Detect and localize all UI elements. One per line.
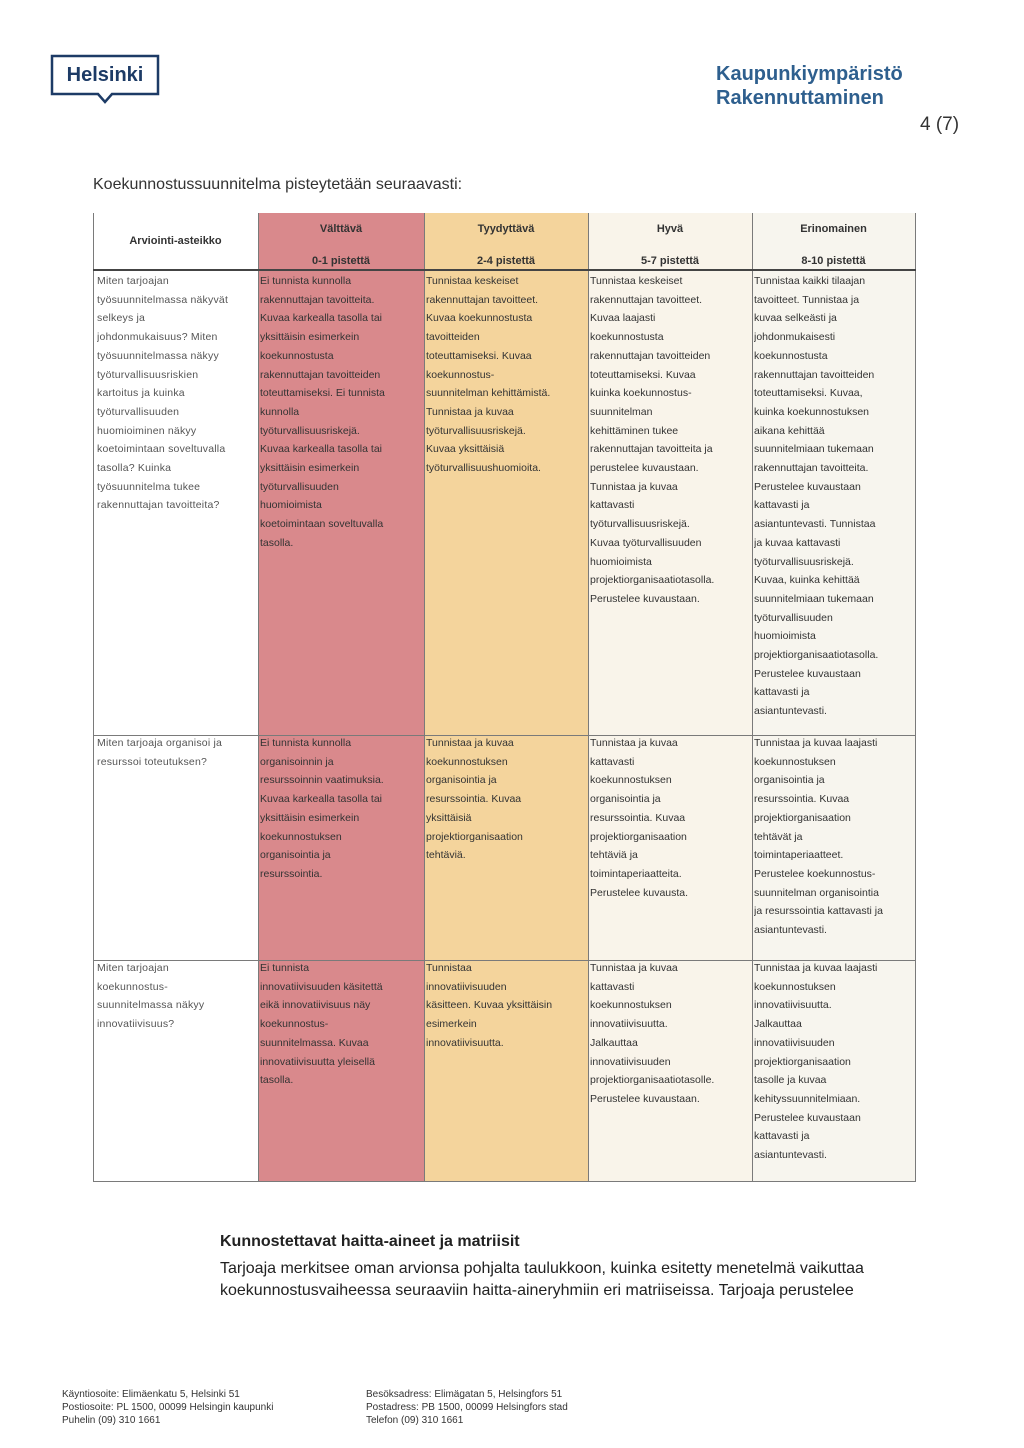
grid-line xyxy=(93,213,94,1182)
criterion-question: Miten tarjoaja organisoi ja resurssoi toteutuksen? xyxy=(97,737,223,768)
criterion-cell-hyva: Tunnistaa ja kuvaa kattavasti koekunnostuksen organisointia ja resurssointia. Kuvaa projektiorganisaation tehtäviä ja toimintaperiaatteita. Perustelee kuvausta. xyxy=(590,737,689,899)
criterion-cell-valttava: Ei tunnista innovatiivisuuden käsitettä eikä innovatiivisuus näy koekunnostus- suunnitelmassa. Kuvaa innovatiivisuutta yleisellä tasolla. xyxy=(260,962,383,1087)
column-header-points: 2-4 pistettä xyxy=(476,255,536,267)
footer-address-sv: Besöksadress: Elimägatan 5, Helsingfors 51 Postadress: PB 1500, 00099 Helsingfors stad Telefon (09) 310 1661 xyxy=(366,1389,568,1426)
criterion-cell-tyydyttava: Tunnistaa ja kuvaa koekunnostuksen organisointia ja resurssointia. Kuvaa yksittäisiä projektiorganisaation tehtäviä. xyxy=(426,737,523,862)
section-heading: Kunnostettavat haitta-aineet ja matriisit xyxy=(220,1233,520,1250)
column-header-label: Erinomainen xyxy=(800,223,867,235)
page-number: 4 (7) xyxy=(920,114,960,135)
criterion-cell-erinomainen: Tunnistaa ja kuvaa laajasti koekunnostuksen organisointia ja resurssointia. Kuvaa projektiorganisaation tehtävät ja toimintaperiaatteet. Perustelee koekunnostus- suunnitelman organisointia ja resurssointia kattavasti ja asiantuntevasti. xyxy=(754,737,883,937)
grid-line xyxy=(588,213,589,1182)
column-header-label: Välttävä xyxy=(319,223,363,235)
criterion-cell-erinomainen: Tunnistaa ja kuvaa laajasti koekunnostuksen innovatiivisuutta. Jalkauttaa innovatiivisuuden projektiorganisaation tasolle ja kuvaa kehityssuunnitelmiaan. Perustelee kuvaustaan kattavasti ja asiantuntevasti. xyxy=(754,962,878,1162)
criterion-question: Miten tarjoajan koekunnostus- suunnitelmassa näkyy innovatiivisuus? xyxy=(97,962,205,1031)
grid-line xyxy=(93,1181,916,1182)
grid-line xyxy=(258,213,259,1182)
row-header-title: Arviointi-asteikko xyxy=(129,235,222,247)
department-line-1: Kaupunkiympäristö xyxy=(716,63,903,85)
criterion-cell-hyva: Tunnistaa keskeiset rakennuttajan tavoitteet. Kuvaa laajasti koekunnostusta rakennuttajan tavoitteiden toteuttamiseksi. Kuvaa kuinka koekunnostus- suunnitelman kehittäminen tukee rakennuttajan tavoitteita ja perustelee kuvaustaan. Tunnistaa ja kuvaa kattavasti työturvallisuusriskejä. Kuvaa työturvallisuuden huomioimista projektiorganisaatiotasolla. Perustelee kuvaustaan. xyxy=(590,275,715,605)
grid-line xyxy=(915,213,916,1182)
column-header-points: 8-10 pistettä xyxy=(801,255,866,267)
column-header-points: 0-1 pistettä xyxy=(311,255,371,267)
helsinki-logo xyxy=(50,54,160,106)
department-line-2: Rakennuttaminen xyxy=(716,87,884,109)
scoring-table xyxy=(93,213,919,1183)
column-header-label: Hyvä xyxy=(656,223,684,235)
grid-line xyxy=(752,213,753,1182)
department-heading xyxy=(716,62,903,110)
column-header-label: Tyydyttävä xyxy=(477,223,535,235)
grid-line xyxy=(424,213,425,1182)
section-paragraph: Tarjoaja merkitsee oman arvionsa pohjalta taulukkoon, kuinka esitetty menetelmä vaikuttaa koekunnostusvaiheessa seuraaviin haitta-aineryhmiin eri matriiseissa. Tarjoaja perustelee xyxy=(220,1260,864,1299)
criterion-cell-tyydyttava: Tunnistaa innovatiivisuuden käsitteen. Kuvaa yksittäisin esimerkein innovatiivisuutta. xyxy=(426,962,553,1049)
criterion-cell-valttava: Ei tunnista kunnolla rakennuttajan tavoitteita. Kuvaa karkealla tasolla tai yksittäisin esimerkein koekunnostusta rakennuttajan tavoitteiden toteuttamiseksi. Ei tunnista kunnolla työturvallisuusriskejä. Kuvaa karkealla tasolla tai yksittäisin esimerkein työturvallisuuden huomioimista koetoimintaan soveltuvalla tasolla. xyxy=(260,275,385,549)
intro-text: Koekunnostussuunnitelma pisteytetään seuraavasti: xyxy=(93,176,463,193)
column-header-points: 5-7 pistettä xyxy=(640,255,700,267)
criterion-cell-erinomainen: Tunnistaa kaikki tilaajan tavoitteet. Tunnistaa ja kuvaa selkeästi ja johdonmukaisesti koekunnostusta rakennuttajan tavoitteiden toteuttamiseksi. Kuvaa, kuinka koekunnostuksen aikana kehittää suunnitelmiaan tukemaan rakennuttajan tavoitteita. Perustelee kuvaustaan kattavasti ja asiantuntevasti. Tunnistaa ja kuvaa kattavasti työturvallisuusriskejä. Kuvaa, kuinka kehittää suunnitelmiaan tukemaan työturvallisuuden huomioimista projektiorganisaatiotasolla. Perustelee kuvaustaan kattavasti ja asiantuntevasti. xyxy=(754,275,879,718)
criterion-question: Miten tarjoajan työsuunnitelmassa näkyvät selkeys ja johdonmukaisuus? Miten työsuunnitelmassa näkyy työturvallisuusriskien kartoitus ja kuinka työturvallisuuden huomioiminen näkyy koetoimintaan soveltuvalla tasolla? Kuinka työsuunnitelma tukee rakennuttajan tavoitteita? xyxy=(97,275,229,512)
criterion-cell-hyva: Tunnistaa ja kuvaa kattavasti koekunnostuksen innovatiivisuutta. Jalkauttaa innovatiivisuuden projektiorganisaatiotasolle. Perustelee kuvaustaan. xyxy=(590,962,715,1105)
grid-line xyxy=(93,269,916,271)
logo-text: Helsinki xyxy=(66,64,144,86)
criterion-cell-tyydyttava: Tunnistaa keskeiset rakennuttajan tavoitteet. Kuvaa koekunnostusta tavoitteiden toteuttamiseksi. Kuvaa koekunnostus- suunnitelman kehittämistä. Tunnistaa ja kuvaa työturvallisuusriskejä. Kuvaa yksittäisiä työturvallisuushuomioita. xyxy=(426,275,551,475)
footer-address-fi: Käyntiosoite: Elimäenkatu 5, Helsinki 51 Postiosoite: PL 1500, 00099 Helsingin kaupunki Puhelin (09) 310 1661 xyxy=(62,1389,274,1426)
criterion-cell-valttava: Ei tunnista kunnolla organisoinnin ja resurssoinnin vaatimuksia. Kuvaa karkealla tasolla tai yksittäisin esimerkein koekunnostuksen organisointia ja resurssointia. xyxy=(260,737,384,880)
